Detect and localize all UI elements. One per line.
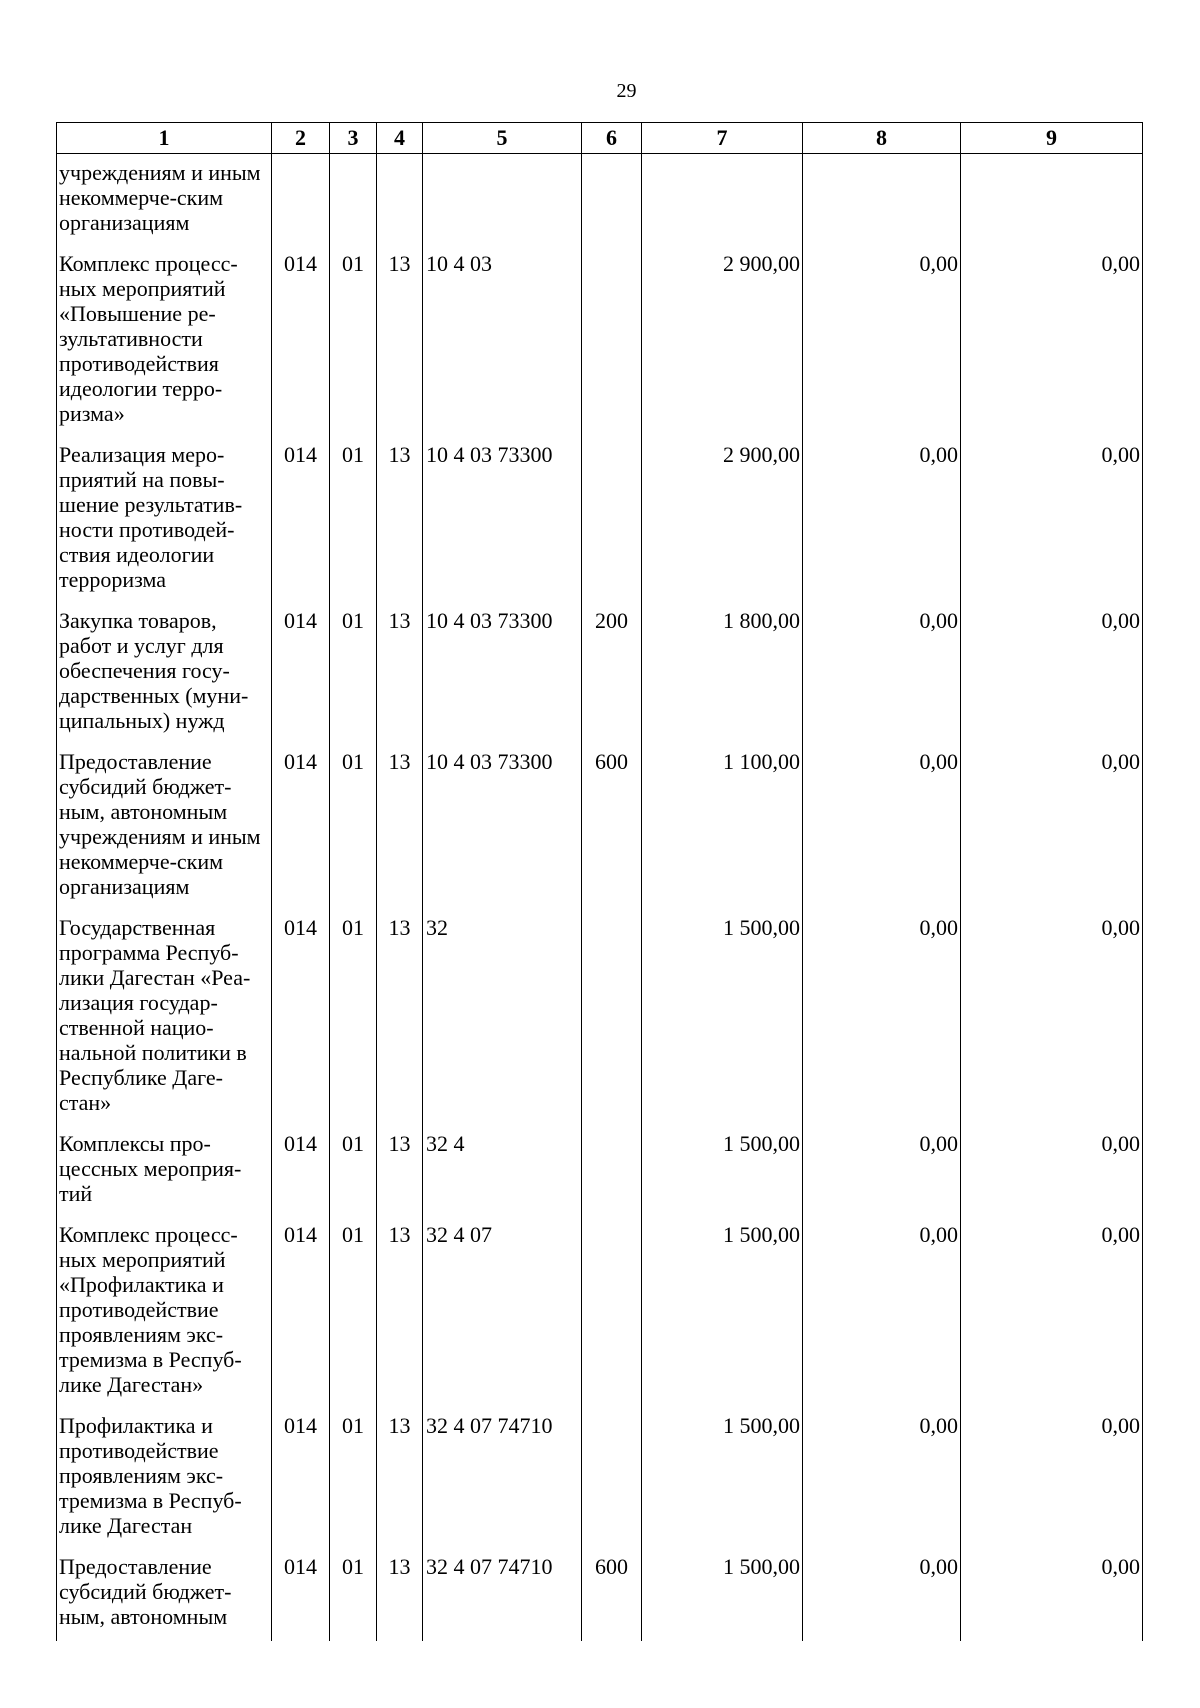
col-8-cell: 0,00 — [803, 1222, 961, 1413]
col-8-cell: 0,00 — [803, 608, 961, 749]
col-7-cell: 1 500,00 — [642, 1554, 803, 1641]
row-name: Реализация меро-приятий на повы-шение результатив-ности противодей-ствия идеологии терроризма — [57, 442, 272, 608]
table-row — [57, 1413, 1143, 1554]
col-8-cell: 0,00 — [803, 915, 961, 1131]
col-8-cell: 0,00 — [803, 1413, 961, 1554]
col-7-cell: 1 800,00 — [642, 608, 803, 749]
row-name: Комплекс процесс-ных мероприятий «Повышение ре-зультативности противодействия идеологии терро-ризма» — [57, 251, 272, 442]
col-9-cell: 0,00 — [961, 749, 1143, 915]
col-4-cell: 13 — [377, 608, 423, 749]
col-9-cell: 0,00 — [961, 915, 1143, 1131]
col-4-cell: 13 — [377, 1554, 423, 1641]
row-name: Предоставление субсидий бюджет-ным, автономным учреждениям и иным некоммерче-ским организациям — [57, 749, 272, 915]
col-2-cell: 014 — [272, 608, 330, 749]
col-7-cell: 2 900,00 — [642, 442, 803, 608]
col-6-cell: 600 — [582, 1554, 642, 1641]
col-3-cell: 01 — [330, 1131, 377, 1222]
col-6-cell — [582, 1131, 642, 1222]
column-header-5: 5 — [423, 123, 582, 154]
row-name: учреждениям и иным некоммерче-ским организациям — [57, 154, 272, 252]
col-2-cell: 014 — [272, 251, 330, 442]
table-header-row — [57, 123, 1143, 154]
table-row — [57, 1131, 1143, 1222]
col-4-cell — [377, 154, 423, 252]
col-5-cell: 10 4 03 73300 — [423, 442, 582, 608]
col-8-cell: 0,00 — [803, 1554, 961, 1641]
col-4-cell: 13 — [377, 1222, 423, 1413]
row-name: Предоставление субсидий бюджет-ным, автономным — [57, 1554, 272, 1641]
row-name: Профилактика и противодействие проявлениям экс-тремизма в Респуб-лике Дагестан — [57, 1413, 272, 1554]
col-2-cell: 014 — [272, 1413, 330, 1554]
col-8-cell — [803, 154, 961, 252]
table-row — [57, 749, 1143, 915]
page-number: 29 — [616, 80, 637, 102]
col-3-cell: 01 — [330, 749, 377, 915]
col-9-cell: 0,00 — [961, 251, 1143, 442]
col-9-cell — [961, 154, 1143, 252]
col-4-cell: 13 — [377, 1413, 423, 1554]
col-6-cell — [582, 915, 642, 1131]
table-row — [57, 1222, 1143, 1413]
col-2-cell: 014 — [272, 749, 330, 915]
col-5-cell: 10 4 03 73300 — [423, 608, 582, 749]
col-3-cell: 01 — [330, 251, 377, 442]
column-header-3: 3 — [330, 123, 377, 154]
col-3-cell: 01 — [330, 1413, 377, 1554]
col-6-cell — [582, 442, 642, 608]
col-4-cell: 13 — [377, 442, 423, 608]
col-7-cell: 1 500,00 — [642, 1413, 803, 1554]
col-9-cell: 0,00 — [961, 442, 1143, 608]
column-header-2: 2 — [272, 123, 330, 154]
col-9-cell: 0,00 — [961, 608, 1143, 749]
col-8-cell: 0,00 — [803, 442, 961, 608]
col-5-cell: 32 4 07 74710 — [423, 1554, 582, 1641]
table-row — [57, 1554, 1143, 1641]
column-header-7: 7 — [642, 123, 803, 154]
col-3-cell: 01 — [330, 442, 377, 608]
col-6-cell: 600 — [582, 749, 642, 915]
col-2-cell: 014 — [272, 1554, 330, 1641]
col-7-cell: 1 500,00 — [642, 1222, 803, 1413]
col-8-cell: 0,00 — [803, 251, 961, 442]
col-2-cell: 014 — [272, 915, 330, 1131]
col-3-cell: 01 — [330, 608, 377, 749]
table-row — [57, 251, 1143, 442]
col-7-cell: 1 500,00 — [642, 1131, 803, 1222]
col-7-cell: 1 500,00 — [642, 915, 803, 1131]
row-name: Закупка товаров, работ и услуг для обеспечения госу-дарственных (муни-ципальных) нужд — [57, 608, 272, 749]
col-5-cell: 32 4 — [423, 1131, 582, 1222]
row-name: Комплекс процесс-ных мероприятий «Профилактика и противодействие проявлениям экс-тремизма в Респуб-лике Дагестан» — [57, 1222, 272, 1413]
col-5-cell: 32 4 07 74710 — [423, 1413, 582, 1554]
col-6-cell — [582, 154, 642, 252]
column-header-9: 9 — [961, 123, 1143, 154]
col-4-cell: 13 — [377, 251, 423, 442]
col-8-cell: 0,00 — [803, 749, 961, 915]
col-6-cell — [582, 1222, 642, 1413]
col-3-cell — [330, 154, 377, 252]
table-row — [57, 915, 1143, 1131]
budget-table — [56, 122, 1143, 1641]
column-header-4: 4 — [377, 123, 423, 154]
col-4-cell: 13 — [377, 1131, 423, 1222]
col-5-cell: 10 4 03 73300 — [423, 749, 582, 915]
col-3-cell: 01 — [330, 1222, 377, 1413]
col-9-cell: 0,00 — [961, 1554, 1143, 1641]
col-5-cell: 32 — [423, 915, 582, 1131]
col-9-cell: 0,00 — [961, 1131, 1143, 1222]
col-3-cell: 01 — [330, 1554, 377, 1641]
col-4-cell: 13 — [377, 749, 423, 915]
col-2-cell: 014 — [272, 1222, 330, 1413]
col-7-cell — [642, 154, 803, 252]
col-6-cell — [582, 251, 642, 442]
col-3-cell: 01 — [330, 915, 377, 1131]
col-2-cell: 014 — [272, 1131, 330, 1222]
col-2-cell: 014 — [272, 442, 330, 608]
col-2-cell — [272, 154, 330, 252]
col-5-cell: 10 4 03 — [423, 251, 582, 442]
column-header-8: 8 — [803, 123, 961, 154]
col-6-cell — [582, 1413, 642, 1554]
col-8-cell: 0,00 — [803, 1131, 961, 1222]
table-row — [57, 442, 1143, 608]
col-7-cell: 2 900,00 — [642, 251, 803, 442]
column-header-1: 1 — [57, 123, 272, 154]
table-row — [57, 608, 1143, 749]
column-header-6: 6 — [582, 123, 642, 154]
row-name: Комплексы про-цессных мероприя-тий — [57, 1131, 272, 1222]
row-name: Государственная программа Респуб-лики Дагестан «Реа-лизация государ-ственной нацио-нальной политики в Республике Даге-стан» — [57, 915, 272, 1131]
col-6-cell: 200 — [582, 608, 642, 749]
col-7-cell: 1 100,00 — [642, 749, 803, 915]
col-5-cell: 32 4 07 — [423, 1222, 582, 1413]
col-9-cell: 0,00 — [961, 1222, 1143, 1413]
table-row — [57, 154, 1143, 252]
col-9-cell: 0,00 — [961, 1413, 1143, 1554]
col-5-cell — [423, 154, 582, 252]
col-4-cell: 13 — [377, 915, 423, 1131]
